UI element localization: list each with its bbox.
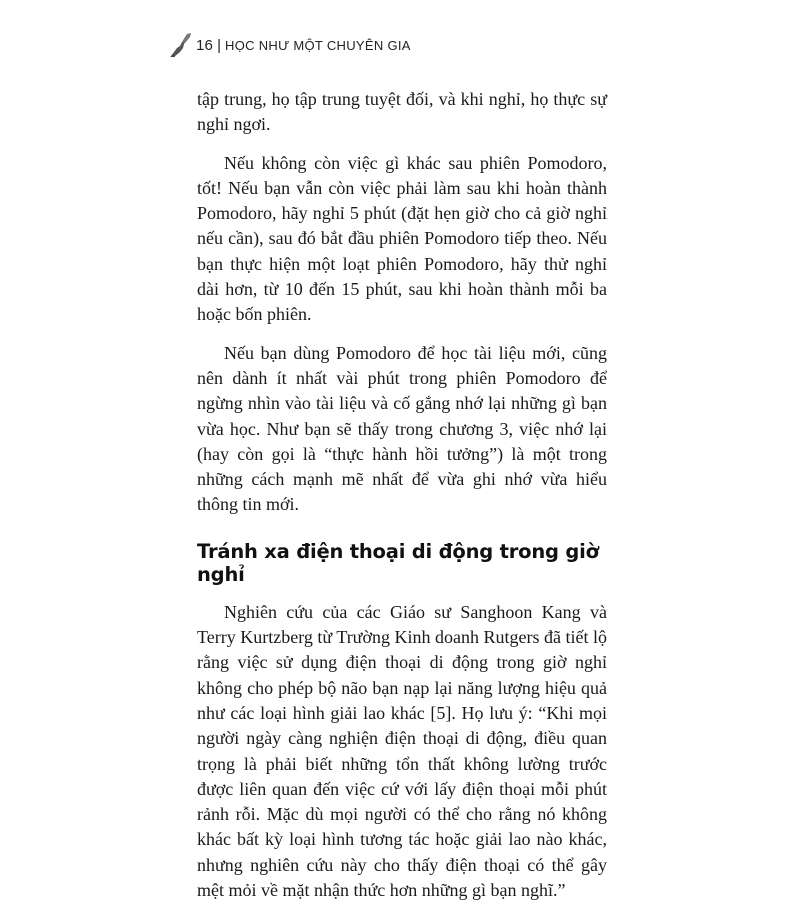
page-number: 16: [196, 36, 214, 54]
paragraph-pomodoro-break: Nếu không còn việc gì khác sau phiên Pomodoro, tốt! Nếu bạn vẫn còn việc phải làm sau khi hoàn thành Pomodoro, hãy nghỉ 5 phút (đặt hẹn giờ cho cả giờ nghỉ nếu cần), sau đó bắt đầu phiên Pomodoro tiếp theo. Nếu bạn thực hiện một loạt phiên Pomodoro, hãy thử nghỉ dài hơn, từ 10 đến 15 phút, sau khi hoàn thành mỗi ba hoặc bốn phiên.: [197, 152, 607, 325]
header-separator: |: [217, 36, 221, 54]
paragraph-phone-study: Nghiên cứu của các Giáo sư Sanghoon Kang và Terry Kurtzberg từ Trường Kinh doanh Rutgers đã tiết lộ rằng việc sử dụng điện thoại di động trong giờ nghỉ không cho phép bộ não bạn nạp lại năng lượng hiệu quả như các loại hình giải lao khác [5]. Họ lưu ý: “Khi mọi người ngày càng nghiện điện thoại di động, điều quan trọng là phải biết những tổn thất không lường trước được liên quan đến việc cứ với lấy điện thoại mỗi phút rảnh rỗi. Mặc dù mọi người có thể cho rằng nó không khác bất kỳ loại hình tương tác hoặc giải lao nào khác, nhưng nghiên cứu này cho thấy điện thoại có thể gây mệt mỏi về mặt nhận thức hơn những gì bạn nghĩ.”: [197, 601, 607, 901]
page-body: [197, 87, 607, 916]
section-heading: Tránh xa điện thoại di động trong giờ nghỉ: [197, 539, 599, 586]
running-title: HỌC NHƯ MỘT CHUYÊN GIA: [225, 37, 411, 53]
running-header: [168, 32, 411, 58]
paragraph-recall-practice: Nếu bạn dùng Pomodoro để học tài liệu mới, cũng nên dành ít nhất vài phút trong phiên Pomodoro để ngừng nhìn vào tài liệu và cố gắng nhớ lại những gì bạn vừa học. Như bạn sẽ thấy trong chương 3, việc nhớ lại (hay còn gọi là “thực hành hồi tưởng”) là một trong những cách mạnh mẽ nhất để vừa ghi nhớ vừa hiểu thông tin mới.: [197, 342, 607, 515]
paragraph-continued: tập trung, họ tập trung tuyệt đối, và khi nghỉ, họ thực sự nghỉ ngơi.: [197, 89, 607, 135]
pencil-hand-icon: [168, 32, 192, 58]
